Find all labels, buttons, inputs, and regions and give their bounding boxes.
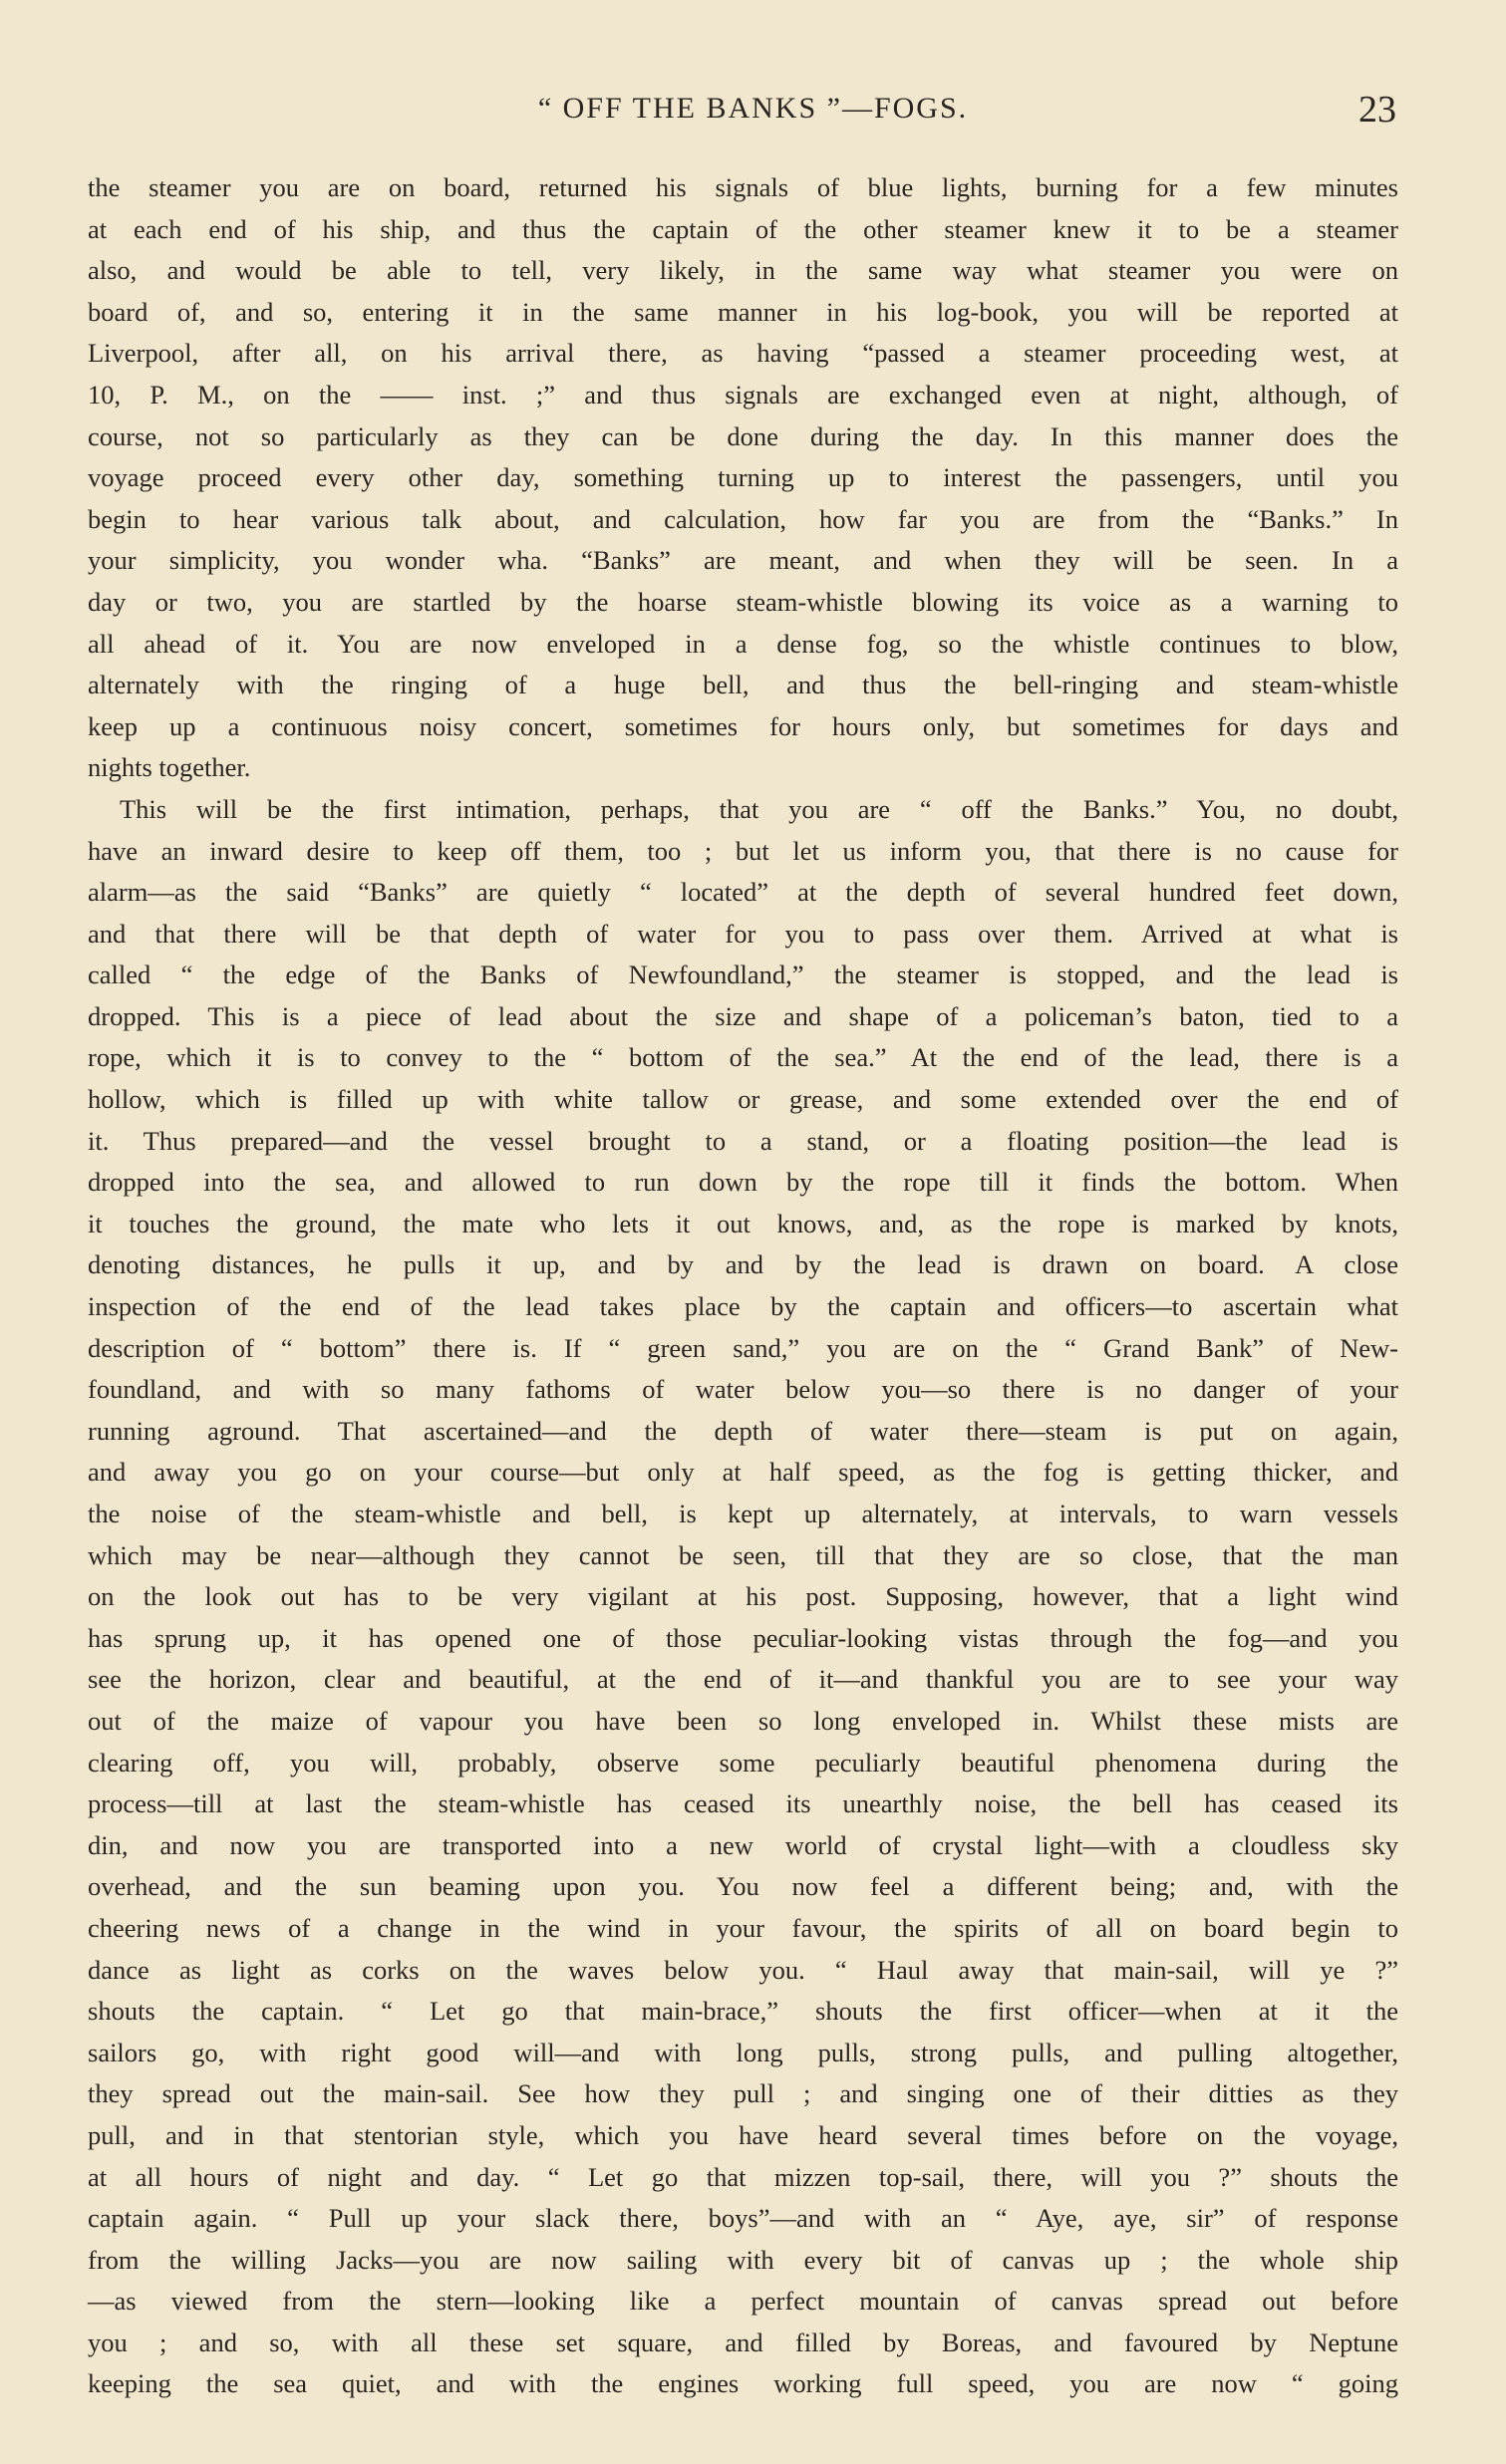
text-line: you ; and so, with all these set square, and filled by Boreas, and favoured by Neptune (88, 2327, 1398, 2357)
text-line: course, not so particularly as they can be done during the day. In this manner does the (88, 420, 1398, 451)
text-line: have an inward desire to keep off them, too ; but let us inform you, that there is no cause for (88, 835, 1398, 866)
running-title: “ OFF THE BANKS ”—FOGS. (537, 92, 969, 125)
text-line: on the look out has to be very vigilant at his post. Supposing, however, that a light wind (88, 1581, 1398, 1612)
text-line: keep up a continuous noisy concert, sometimes for hours only, but sometimes for days and (88, 710, 1398, 741)
text-line: voyage proceed every other day, something turning up to interest the passengers, until you (88, 462, 1398, 493)
text-line: also, and would be able to tell, very likely, in the same way what steamer you were on (88, 255, 1398, 286)
text-line: description of “ bottom” there is. If “ green sand,” you are on the “ Grand Bank” of New- (88, 1332, 1398, 1363)
text-line: sailors go, with right good will—and with long pulls, strong pulls, and pulling altogether, (88, 2037, 1398, 2067)
text-line: pull, and in that stentorian style, which you have heard several times before on the voyage, (88, 2119, 1398, 2150)
text-line: day or two, you are startled by the hoarse steam-whistle blowing its voice as a warning to (88, 586, 1398, 617)
text-line: all ahead of it. You are now enveloped in a dense fog, so the whistle continues to blow, (88, 628, 1398, 659)
text-line: rope, which it is to convey to the “ bottom of the sea.” At the end of the lead, there is a (88, 1042, 1398, 1073)
page-number: 23 (1358, 89, 1396, 131)
text-line: it. Thus prepared—and the vessel brought to a stand, or a floating position—the lead is (88, 1125, 1398, 1156)
text-line: your simplicity, you wonder wha. “Banks” are meant, and when they will be seen. In a (88, 545, 1398, 576)
text-line: dance as light as corks on the waves below you. “ Haul away that main-sail, will ye ?” (88, 1954, 1398, 1985)
text-line: Liverpool, after all, on his arrival there, as having “passed a steamer proceeding west, at (88, 338, 1398, 369)
text-line: which may be near—although they cannot be seen, till that they are so close, that the man (88, 1539, 1398, 1570)
text-line: clearing off, you will, probably, observe some peculiarly beautiful phenomena during the (88, 1747, 1398, 1778)
text-line: at each end of his ship, and thus the captain of the other steamer knew it to be a steamer (88, 213, 1398, 244)
text-line: nights together. (88, 752, 251, 783)
text-line: the steamer you are on board, returned his signals of blue lights, burning for a few minutes (88, 172, 1398, 202)
text-line: captain again. “ Pull up your slack there, boys”—and with an “ Aye, aye, sir” of response (88, 2203, 1398, 2234)
text-line: dropped. This is a piece of lead about the size and shape of a policeman’s baton, tied to a (88, 1000, 1398, 1031)
text-line: dropped into the sea, and allowed to run down by the rope till it finds the bottom. When (88, 1167, 1398, 1198)
text-line: inspection of the end of the lead takes place by the captain and officers—to ascertain what (88, 1291, 1398, 1322)
paragraph-start-line: This will be the first intimation, perhaps, that you are “ off the Banks.” You, no doubt, (120, 793, 1398, 824)
text-line: see the horizon, clear and beautiful, at the end of it—and thankful you are to see your way (88, 1664, 1398, 1695)
text-line: denoting distances, he pulls it up, and by and by the lead is drawn on board. A close (88, 1249, 1398, 1280)
text-line: cheering news of a change in the wind in your favour, the spirits of all on board begin to (88, 1912, 1398, 1943)
text-line: alarm—as the said “Banks” are quietly “ located” at the depth of several hundred feet down, (88, 877, 1398, 908)
text-line: called “ the edge of the Banks of Newfoundland,” the steamer is stopped, and the lead is (88, 959, 1398, 990)
running-head (0, 88, 1506, 137)
text-line: alternately with the ringing of a huge bell, and thus the bell-ringing and steam-whistle (88, 670, 1398, 700)
text-line: at all hours of night and day. “ Let go that mizzen top-sail, there, will you ?” shouts the (88, 2161, 1398, 2192)
text-line: 10, P. M., on the —— inst. ;” and thus signals are exchanged even at night, although, of (88, 379, 1398, 410)
text-line: keeping the sea quiet, and with the engines working full speed, you are now “ going (88, 2368, 1398, 2399)
text-line: has sprung up, it has opened one of those peculiar-looking vistas through the fog—and you (88, 1622, 1398, 1653)
text-line: din, and now you are transported into a new world of crystal light—with a cloudless sky (88, 1829, 1398, 1860)
text-line: running aground. That ascertained—and the depth of water there—steam is put on again, (88, 1415, 1398, 1446)
text-line: board of, and so, entering it in the same manner in his log-book, you will be reported at (88, 296, 1398, 327)
text-line: it touches the ground, the mate who lets it out knows, and, as the rope is marked by knots, (88, 1208, 1398, 1238)
text-line: shouts the captain. “ Let go that main-brace,” shouts the first officer—when at it the (88, 1996, 1398, 2027)
text-line: overhead, and the sun beaming upon you. You now feel a different being; and, with the (88, 1871, 1398, 1902)
text-line: hollow, which is filled up with white tallow or grease, and some extended over the end of (88, 1084, 1398, 1115)
text-line: from the willing Jacks—you are now sailing with every bit of canvas up ; the whole ship (88, 2244, 1398, 2275)
text-line: process—till at last the steam-whistle has ceased its unearthly noise, the bell has ceased its (88, 1788, 1398, 1819)
text-line: —as viewed from the stern—looking like a perfect mountain of canvas spread out before (88, 2286, 1398, 2317)
body-text (88, 167, 1398, 2405)
text-line: and that there will be that depth of water for you to pass over them. Arrived at what is (88, 918, 1398, 949)
text-line: out of the maize of vapour you have been so long enveloped in. Whilst these mists are (88, 1705, 1398, 1736)
text-line: they spread out the main-sail. See how they pull ; and singing one of their ditties as they (88, 2078, 1398, 2109)
text-line: the noise of the steam-whistle and bell, is kept up alternately, at intervals, to warn vessels (88, 1499, 1398, 1528)
text-line: and away you go on your course—but only at half speed, as the fog is getting thicker, and (88, 1457, 1398, 1488)
text-line: foundland, and with so many fathoms of water below you—so there is no danger of your (88, 1374, 1398, 1405)
text-line: begin to hear various talk about, and calculation, how far you are from the “Banks.” In (88, 503, 1398, 534)
